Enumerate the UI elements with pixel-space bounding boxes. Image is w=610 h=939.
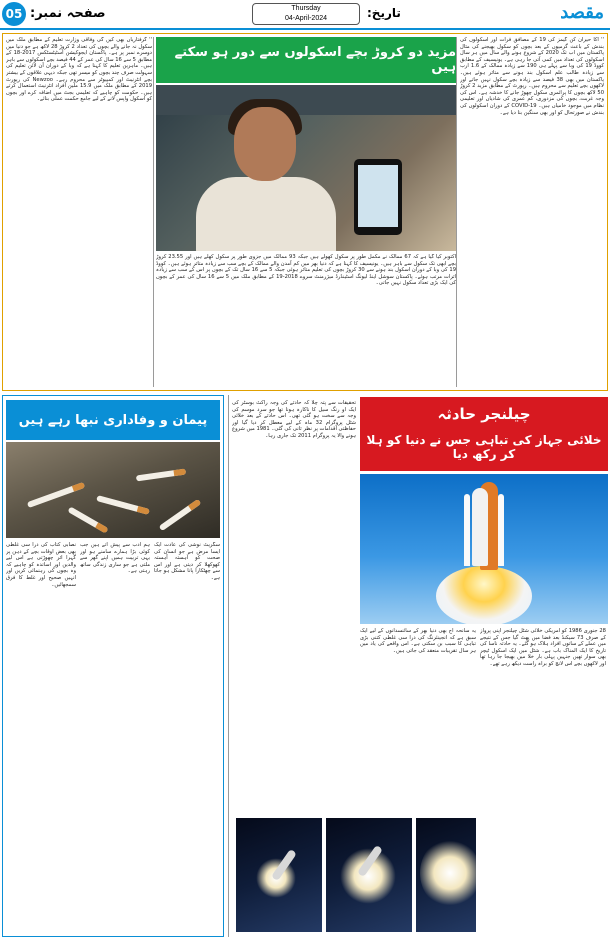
date-label: تاریخ: <box>367 6 401 20</box>
bottom-left-column-1: سگریٹ نوشی کی عادت ایک ایسا مرض ہے جو انسان کی صحت کو آہستہ آہستہ کھوکھلا کر دیتی ہے اور اس سے چھٹکارا پانا مشکل ہو جاتا ہے۔ <box>154 542 220 581</box>
page-number-badge: 05 <box>2 2 26 26</box>
bottom-right-headline-top: چیلنجر حادثہ <box>437 405 531 423</box>
top-article-column-left: '' گرفتاریاں بھی کیں گی وفاقی وزارت تعلیم کے مطابق ملک میں سکول نہ جانے والے بچوں کی تعداد 2 کروڑ 28 لاکھ ہے جو دنیا میں دوسرے نمبر پر ہے۔ پاکستان ایجوکیشن اسٹیٹسٹکس 2017-18 کے مطابق 5 سے 16 سال کی عمر کے 44 فیصد بچے اسکولوں سے باہر ہیں۔ ماہرین تعلیم کا کہنا ہے کہ وبا کے دوران آن لائن تعلیم کی سہولت صرف چند بچوں کو میسر تھی جبکہ دیہی علاقوں کے بیشتر بچے انٹرنیٹ اور کمپیوٹر سے محروم رہے۔ Newzoo کی رپورٹ 2019 کے مطابق ملک میں 15.9 ملین افراد انٹرنیٹ استعمال کرتے ہیں۔ حکومت کو چاہیے کہ تعلیمی بجٹ میں اضافہ کرے اور بچوں کو اسکول واپس لانے کے لیے جامع حکمت عملی بنائے۔ <box>6 37 152 103</box>
bottom-right-column-a: 28 جنوری 1986 کو امریکی خلائی شٹل چیلنجر اپنی پرواز کے صرف 73 سیکنڈ بعد فضا میں پھٹ گیا جس کے نتیجے میں عملے کے ساتوں افراد ہلاک ہو گئے۔ یہ حادثہ ناسا کی تاریخ کا ایک المناک باب ہے۔ شٹل میں ایک اسکول ٹیچر بھی سوار تھیں جنہیں پہلی بار خلا میں بھیجا جا رہا تھا اور لاکھوں بچے اس لانچ کو براہ راست دیکھ رہے تھے۔ <box>480 628 606 667</box>
column-divider <box>153 37 154 387</box>
bottom-right-headline-box <box>360 397 608 471</box>
top-article-headline: مزید دو کروڑ بچے اسکولوں سے دور ہو سکتے ہیں <box>156 37 456 83</box>
masthead-logo: مقصد <box>560 2 604 23</box>
space-shuttle-launch-photo <box>360 474 608 624</box>
date-text: 04-April-2024 <box>284 15 328 22</box>
cigarette-butts-photo <box>6 442 220 538</box>
column-divider <box>228 395 229 937</box>
challenger-explosion-photo-2 <box>326 818 412 932</box>
top-article-column-right: '' اکا حیران کن گیمز کی 19 کے مصافق فرات اور اسکولوں کی بندش کے باعث گرمیوں کے بعد بچوں کو سکول بھیجنے کی مثال پاکستان میں اب تک 2020 کے شروع ہونے والے سال میں ہر سال اسکولوں کی تعداد میں کمی آتی جا رہی ہے۔ یونیسیف کے مطابق کووڈ 19 کی وبا سے پہلے ہی 190 سے زیادہ ممالک کے 1.6 ارب سے زیادہ طالب علم اسکول بند ہونے سے متاثر ہوئے ہیں۔ پاکستان میں بھی 38 فیصد سے زیادہ بچے سکول نہیں جاتے اور لاکھوں بچے تعلیم سے محروم ہیں۔ رپورٹ کے مطابق مزید 2 کروڑ 50 لاکھ بچوں کا پرائمری سکول چھوڑ جانے کا خدشہ ہے۔ اس کی وجہ غربت، بچوں کی مزدوری، کم عمری کی شادیاں اور تعلیمی نظام میں موجود خامیاں ہیں۔ COVID-19 کے دوران اسکولوں کی بندش نے صورتحال کو اور بھی سنگین بنا دیا ہے۔ <box>460 37 604 116</box>
bottom-left-column-3: نصابی کتاب کی ذرا سی غلطی بھی بعض اوقات بچے کے ذہن پر گہرا اثر چھوڑتی ہے اس لیے والدین اور اساتذہ کو چاہیے کہ وہ بچوں کی رہنمائی کریں اور انہیں صحیح اور غلط کا فرق سمجھائیں۔ <box>6 542 76 588</box>
page-number-label: صفحہ نمبر: <box>30 6 106 21</box>
top-article-column-center: اکتوبر کیا گیا ہے کہ 67 ممالک نے مکمل طور پر سکول کھولے ہیں جبکہ 93 ممالک میں جزوی طور پر سکول کھلے ہیں اور 23.55 کروڑ بچے ابھی تک سکول سے باہر ہیں۔ یونیسیف کا کہنا ہے کہ دنیا بھر میں کم آمدن والے ممالک کے بچے سب سے زیادہ متاثر ہوئے ہیں۔ کووڈ 19 کی وبا کے دوران اسکول بند ہونے سے 30 کروڑ بچوں کی تعلیم متاثر ہوئی جبکہ 5 سے 16 سال تک کے بچوں پر اس کے سب سے زیادہ اثرات مرتب ہوئے۔ پاکستان سوشل اینڈ لیونگ اسٹینڈرڈ میژرمنٹ سروے 2018-19 کے مطابق ملک میں 5 سے 16 سال کی عمر کے بچوں کی ایک بڑی تعداد سکول نہیں جاتی۔ <box>156 254 456 287</box>
bottom-left-column-2: ہم ادب سے پیش آتے ہیں جب کوئی بڑا ہمارے سامنے ہو اور یہی تربیت ہمیں اپنے گھر سے ملتی ہے جو ساری زندگی ساتھ رہتی ہے۔ <box>80 542 150 575</box>
date-box <box>252 3 360 25</box>
newspaper-header <box>0 0 610 30</box>
column-divider <box>456 37 457 387</box>
bottom-left-headline: پیمان و وفاداری نبھا رہے ہیں <box>6 400 220 440</box>
day-text: Thursday <box>291 5 321 12</box>
challenger-explosion-photo-3 <box>416 818 476 932</box>
student-with-phone-photo <box>156 85 456 251</box>
bottom-right-column-c: یہ سانحہ آج بھی دنیا بھر کے سائنسدانوں کے لیے ایک سبق ہے کہ انجینئرنگ کی ذرا سی غلطی کتنی بڑی تباہی کا سبب بن سکتی ہے۔ اس واقعے کی یاد میں ہر سال تقریبات منعقد کی جاتی ہیں۔ <box>360 628 476 654</box>
bottom-right-column-left: تحقیقات سے پتہ چلا کہ حادثے کی وجہ راکٹ بوسٹر کی ایک او رنگ سیل کا ناکارہ ہونا تھا جو سرد موسم کی وجہ سے سخت ہو گئی تھی۔ اس حادثے کے بعد خلائی شٹل پروگرام 32 ماہ کے لیے معطل کر دیا گیا اور حفاظتی اقدامات پر نظر ثانی کی گئی۔ 1981 میں شروع ہونے والا یہ پروگرام 2011 تک جاری رہا۔ <box>232 400 356 439</box>
bottom-right-headline-bottom: خلائی جہاز کی تباہی جس نے دنیا کو ہلا کر رکھ دیا <box>366 433 602 461</box>
challenger-explosion-photo-1 <box>236 818 322 932</box>
